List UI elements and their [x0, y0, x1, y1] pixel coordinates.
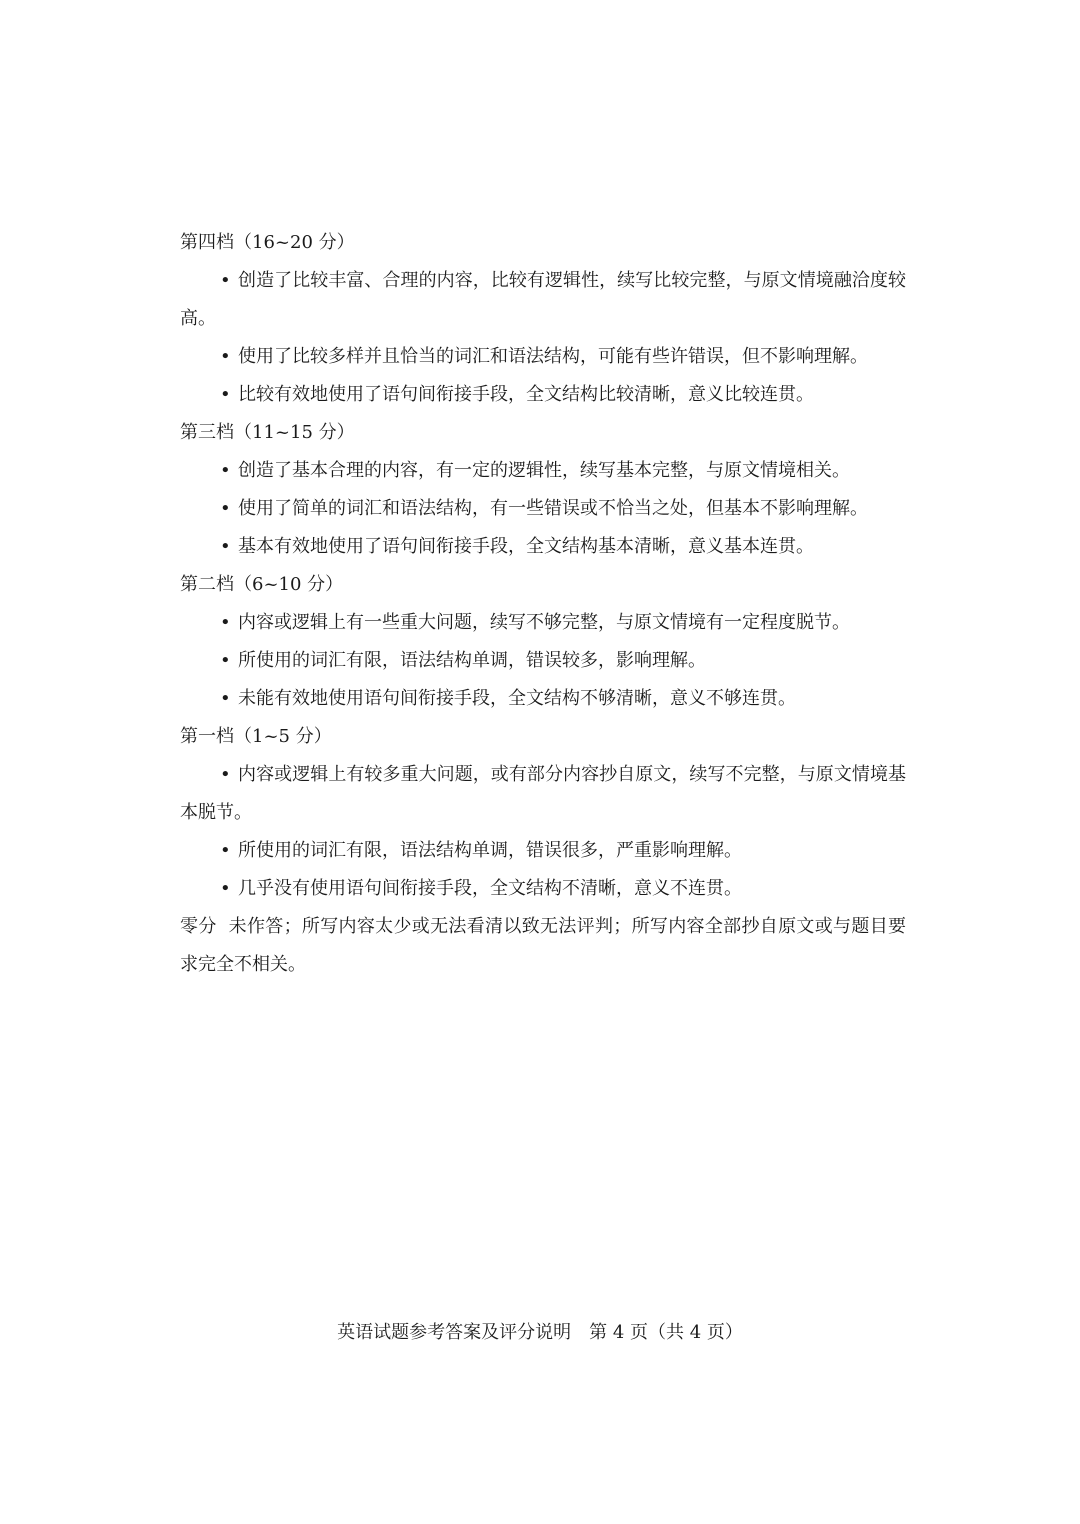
criteria-item: [180, 756, 906, 832]
footer-title: 英语试题参考答案及评分说明: [337, 1322, 572, 1343]
criteria-text: 几乎没有使用语句间衔接手段，全文结构不清晰，意义不连贯。: [238, 878, 742, 899]
document-body: [180, 224, 906, 984]
bullet-icon: •: [220, 612, 231, 633]
criteria-item: [180, 680, 906, 718]
grade-heading-4: 第四档（16~20 分）: [180, 232, 355, 253]
bullet-icon: •: [220, 650, 231, 671]
zero-score-paragraph: [180, 908, 906, 984]
bullet-icon: •: [220, 840, 231, 861]
grade-heading-1: 第一档（1~5 分）: [180, 726, 332, 747]
criteria-item: [180, 870, 906, 908]
zero-score-label: 零分: [180, 916, 217, 937]
grade-heading-3: 第三档（11~15 分）: [180, 422, 355, 443]
grade-heading-2: 第二档（6~10 分）: [180, 574, 344, 595]
page-footer: [0, 1318, 1080, 1348]
criteria-text: 内容或逻辑上有较多重大问题，或有部分内容抄自原文，续写不完整，与原文情境基本脱节。: [180, 764, 906, 823]
criteria-text: 所使用的词汇有限，语法结构单调，错误很多，严重影响理解。: [238, 840, 742, 861]
criteria-item: [180, 376, 906, 414]
bullet-icon: •: [220, 498, 231, 519]
criteria-text: 所使用的词汇有限，语法结构单调，错误较多，影响理解。: [238, 650, 706, 671]
criteria-item: [180, 642, 906, 680]
footer-page-number: 第 4 页（共 4 页）: [589, 1322, 743, 1343]
criteria-item: [180, 452, 906, 490]
criteria-item: [180, 262, 906, 338]
criteria-text: 基本有效地使用了语句间衔接手段，全文结构基本清晰，意义基本连贯。: [238, 536, 814, 557]
criteria-item: [180, 490, 906, 528]
bullet-icon: •: [220, 270, 231, 291]
zero-score-text: 未作答；所写内容太少或无法看清以致无法评判；所写内容全部抄自原文或与题目要求完全不相关。: [180, 916, 907, 975]
bullet-icon: •: [220, 688, 231, 709]
criteria-text: 创造了基本合理的内容，有一定的逻辑性，续写基本完整，与原文情境相关。: [238, 460, 850, 481]
criteria-text: 使用了比较多样并且恰当的词汇和语法结构，可能有些许错误，但不影响理解。: [238, 346, 868, 367]
bullet-icon: •: [220, 460, 231, 481]
criteria-item: [180, 528, 906, 566]
criteria-text: 创造了比较丰富、合理的内容，比较有逻辑性，续写比较完整，与原文情境融洽度较高。: [180, 270, 906, 329]
criteria-text: 内容或逻辑上有一些重大问题，续写不够完整，与原文情境有一定程度脱节。: [238, 612, 850, 633]
criteria-text: 比较有效地使用了语句间衔接手段，全文结构比较清晰，意义比较连贯。: [238, 384, 814, 405]
criteria-item: [180, 338, 906, 376]
bullet-icon: •: [220, 346, 231, 367]
criteria-item: [180, 832, 906, 870]
bullet-icon: •: [220, 536, 231, 557]
bullet-icon: •: [220, 878, 231, 899]
criteria-text: 使用了简单的词汇和语法结构，有一些错误或不恰当之处，但基本不影响理解。: [238, 498, 868, 519]
bullet-icon: •: [220, 384, 231, 405]
criteria-text: 未能有效地使用语句间衔接手段，全文结构不够清晰，意义不够连贯。: [238, 688, 796, 709]
criteria-item: [180, 604, 906, 642]
bullet-icon: •: [220, 764, 231, 785]
